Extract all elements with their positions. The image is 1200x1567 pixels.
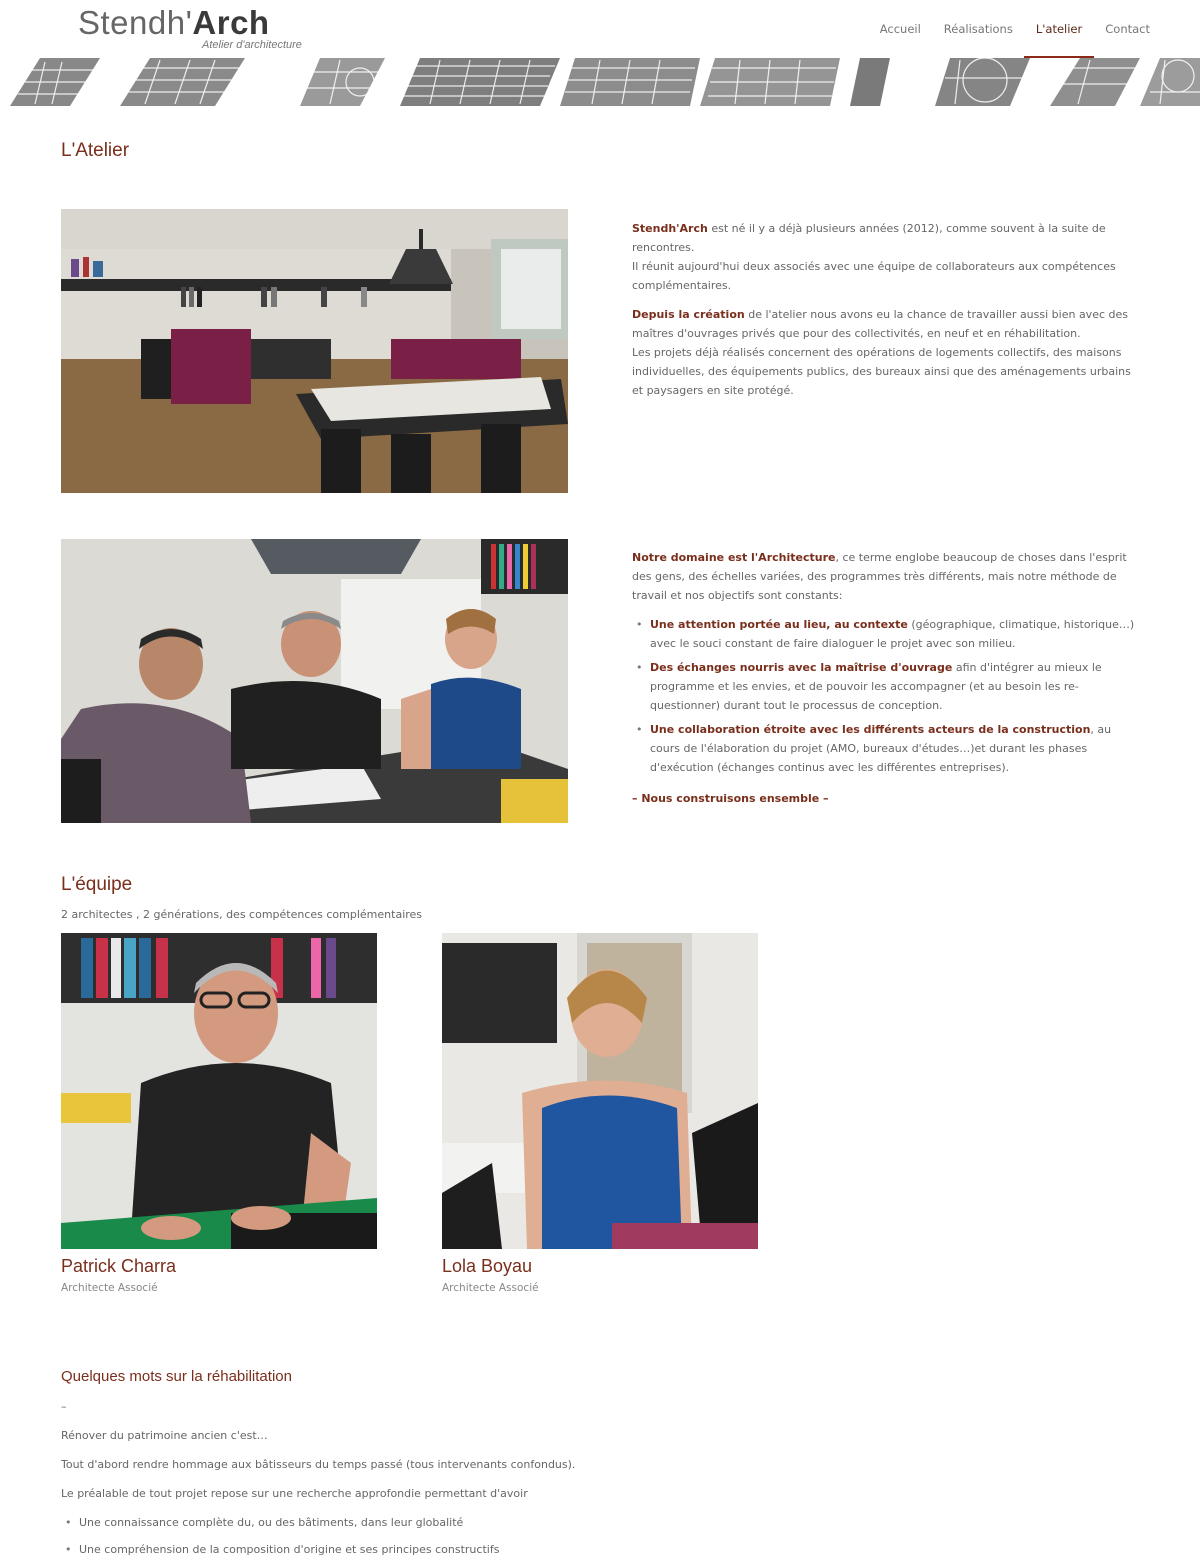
atelier-intro-paragraph-1: Stendh'Arch est né il y a déjà plusieurs années (2012), comme souvent à la suite de rencontres. Il réunit aujourd'hui deux associés avec une équipe de collaborateurs aux compétences complémentaires. (632, 222, 1116, 292)
atelier-intro-text (632, 219, 1142, 410)
atelier-method-text (632, 548, 1144, 818)
section-title-rehabilitation: Quelques mots sur la réhabilitation (61, 1368, 292, 1385)
logo-tagline: Atelier d'architecture (202, 39, 302, 51)
method-list-item: • Des échanges nourris avec la maîtrise d'ouvrage afin d'intégrer au mieux le programme et les envies, et de pouvoir les accompagner (et au besoin les re-questionner) durant tout le processus de conception. (632, 658, 1144, 715)
main-nav (857, 0, 1150, 58)
rehab-list-item: • Une compréhension de la composition d'origine et ses principes constructifs (61, 1540, 761, 1559)
site-header (0, 0, 1200, 58)
member-role-patrick: Architecte Associé (61, 1282, 158, 1294)
nav-realisations[interactable]: Réalisations (943, 22, 1013, 36)
section-title-equipe: L'équipe (61, 874, 133, 895)
photo-patrick-charra (61, 933, 377, 1249)
photo-office-interior (61, 209, 568, 493)
site-logo[interactable] (78, 2, 338, 56)
header-banner-sketch (0, 58, 1200, 106)
photo-team-meeting (61, 539, 568, 823)
method-list (632, 615, 1144, 777)
logo-wordmark: Stendh'Arch (78, 4, 270, 41)
nav-accueil[interactable]: Accueil (879, 22, 921, 36)
nav-atelier[interactable]: L'atelier (1036, 0, 1082, 58)
rehab-paragraph-3: Le préalable de tout projet repose sur une recherche approfondie permettant d'avoir (61, 1487, 528, 1500)
rehab-paragraph-2: Tout d'abord rendre hommage aux bâtisseurs du temps passé (tous intervenants confondus). (61, 1458, 576, 1471)
member-name-lola: Lola Boyau (442, 1256, 533, 1276)
member-name-patrick: Patrick Charra (61, 1256, 177, 1276)
method-closing-motto: – Nous construisons ensemble – (632, 792, 829, 805)
rehab-list (61, 1513, 761, 1559)
atelier-intro-paragraph-2: Depuis la création de l'atelier nous avons eu la chance de travailler aussi bien avec des maîtres d'ouvrages privés que pour des collectivités, en neuf et en réhabilitation. Les projets déjà réalisés concernent des opérations de logements collectifs, des maisons individuelles, des équipements publics, des bureaux ainsi que des aménagements urbains et paysagers en site protégé. (632, 308, 1131, 397)
method-list-item: • Une attention portée au lieu, au contexte (géographique, climatique, historique…) avec le souci constant de faire dialoguer le projet avec son milieu. (632, 615, 1144, 653)
member-role-lola: Architecte Associé (442, 1282, 539, 1294)
photo-lola-boyau (442, 933, 758, 1249)
method-list-item: • Une collaboration étroite avec les différents acteurs de la construction, au cours de l'élaboration du projet (AMO, bureaux d'études…)et durant les phases d'exécution (échanges continus avec les différentes entreprises). (632, 720, 1144, 777)
rehab-list-item: • Une connaissance complète du, ou des bâtiments, dans leur globalité (61, 1513, 761, 1532)
banner-sketch-image (0, 58, 1200, 106)
rehabilitation-text (61, 1397, 761, 1567)
rehab-dash: – (61, 1400, 67, 1413)
nav-contact[interactable]: Contact (1105, 22, 1150, 36)
method-intro: Notre domaine est l'Architecture, ce terme englobe beaucoup de choses dans l'esprit des gens, des échelles variées, des programmes très différents, mais notre méthode de travail et nos objectifs sont constants: (632, 551, 1127, 602)
rehab-paragraph-1: Rénover du patrimoine ancien c'est… (61, 1429, 268, 1442)
equipe-subtitle: 2 architectes , 2 générations, des compétences complémentaires (61, 908, 423, 921)
section-title-atelier: L'Atelier (61, 140, 130, 161)
